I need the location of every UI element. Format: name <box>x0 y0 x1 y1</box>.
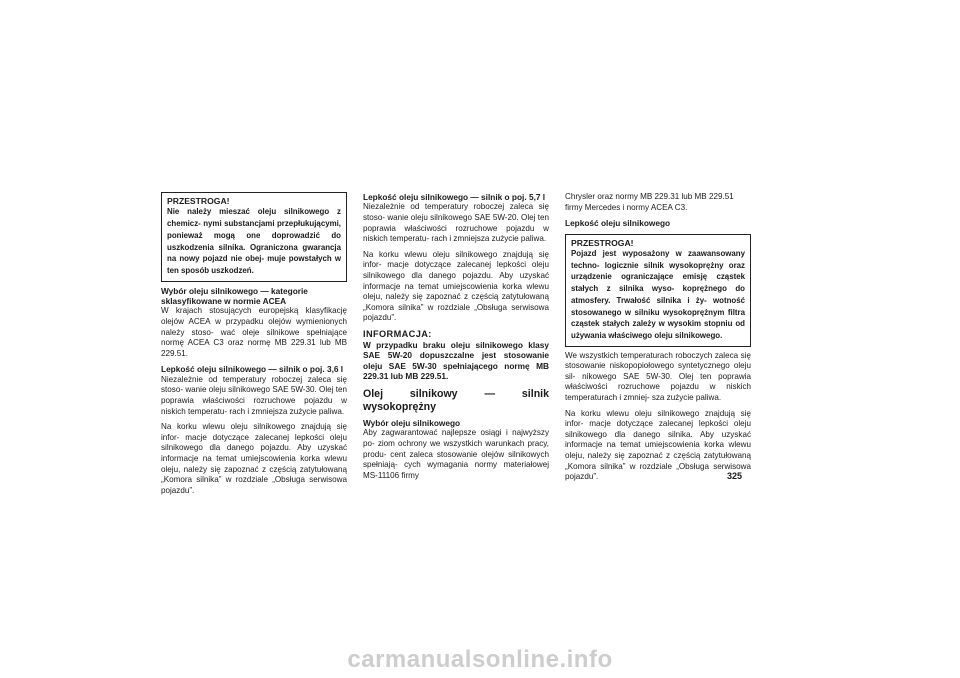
section-heading: Wybór oleju silnikowego — kategorie sklasyfikowane w normie ACEA <box>161 285 308 307</box>
warning-title: PRZESTROGA! <box>571 237 634 248</box>
warning-title: PRZESTROGA! <box>167 196 230 206</box>
watermark: carmanualsonline.info <box>347 646 613 673</box>
section-heading: Wybór oleju silnikowego <box>363 417 461 428</box>
note-text: W przypadku braku oleju silnikowego klasy SAE 5W-20 dopuszczalne jest stosowanie oleju SAE 5W-30 spełniającego normę MB 229.31 lub MB 229.51. <box>363 339 549 382</box>
warning-box <box>565 234 751 347</box>
paragraph: We wszystkich temperaturach roboczych zaleca się stosowanie niskopopiołowego syntetycznego oleju sil- nikowego SAE 5W-30. Olej ten poprawia właściwości rozruchowe pojazdu w niskich temperaturach i zmniej- sza zużycie paliwa. <box>565 350 751 402</box>
warning-text: Pojazd jest wyposażony w zaawansowany techno- logicznie silnik wysokoprężny oraz urządzenie ograniczające emisję cząstek stałych z silnika wyso- koprężnego do atmosfery. Trwałość silnika i ży- wotność stosowanego w silniku wysokoprężnym filtra cząstek stałych zależy w wysokim stopniu od używania właściwego oleju silnikowego. <box>571 249 745 340</box>
paragraph: Niezależnie od temperatury roboczej zaleca się stoso- wanie oleju silnikowego SAE 5W-30. Olej ten poprawia właściwości rozruchowe pojazdu w niskich temperatu- rach i zmniejsza zużycie paliwa. <box>161 374 347 416</box>
column-3 <box>565 192 751 488</box>
paragraph: Na korku wlewu oleju silnikowego znajdują się infor- macje dotyczące zalecanej lepkości oleju silnikowego dla danego silnika. Aby uzyskać informacje na temat umiejscowienia korka wlewu oleju, należy się zapoznać z częścią zatytułowaną „Komora silnika” w rozdziale „Obsługa serwisowa pojazdu”. <box>565 408 751 482</box>
paragraph: Aby zagwarantować najlepsze osiągi i najwyższy po- ziom ochrony we wszystkich warunkach pracy, produ- cent zaleca stosowanie olejów silnikowych spełniają- cych wymagania normy materiałowej MS-11106 firmy <box>363 428 549 480</box>
paragraph: Na korku wlewu oleju silnikowego znajdują się infor- macje dotyczące zalecanej lepkości oleju silnikowego dla danego pojazdu. Aby uzyskać informacje na temat umiejscowienia korka wlewu oleju, należy się zapoznać z częścią zatytułowaną „Komora silnika” w rozdziale „Obsługa serwisowa pojazdu”. <box>363 249 549 323</box>
section-heading: Lepkość oleju silnikowego — silnik o poj. 3,6 l <box>161 364 344 375</box>
warning-box <box>161 192 347 282</box>
paragraph: W krajach stosujących europejską klasyfikację olejów ACEA w przypadku olejów wymienionych należy stoso- wać oleje silnikowe spełniające normę ACEA C3 oraz normę MB 229.31 lub MB 229.51. <box>161 306 347 358</box>
column-1 <box>161 192 347 501</box>
paragraph: Niezależnie od temperatury roboczej zaleca się stoso- wanie oleju silnikowego SAE 5W-20. Olej ten poprawia właściwości rozruchowe pojazdu w niskich temperatu- rach i zmniejsza zużycie paliwa. <box>363 202 549 244</box>
warning-text: Nie należy mieszać oleju silnikowego z chemicz- nymi substancjami przepłukującymi, ponieważ mogą one doprowadzić do uszkodzenia silnika. Ograniczona gwarancja na nowy pojazd nie obej- muje powstałych w ten sposób uszkodzeń. <box>167 207 341 275</box>
paragraph: Chrysler oraz normy MB 229.31 lub MB 229.51 firmy Mercedes i normy ACEA C3. <box>565 192 734 212</box>
paragraph: Na korku wlewu oleju silnikowego znajdują się infor- macje dotyczące zalecanej lepkości oleju silnikowego dla danego pojazdu. Aby uzyskać informacje na temat umiejscowienia korka wlewu oleju, należy się zapoznać z częścią zatytułowaną „Komora silnika” w rozdziale „Obsługa serwisowa pojazdu”. <box>161 422 347 495</box>
column-2 <box>363 192 549 486</box>
page-number: 325 <box>727 471 743 481</box>
chapter-heading: Olej silnikowy — silnik wysokoprężny <box>363 387 549 413</box>
note-title: INFORMACJA: <box>363 328 432 339</box>
section-heading: Lepkość oleju silnikowego — silnik o poj. 5,7 l <box>363 192 546 202</box>
section-heading: Lepkość oleju silnikowego <box>565 218 671 229</box>
